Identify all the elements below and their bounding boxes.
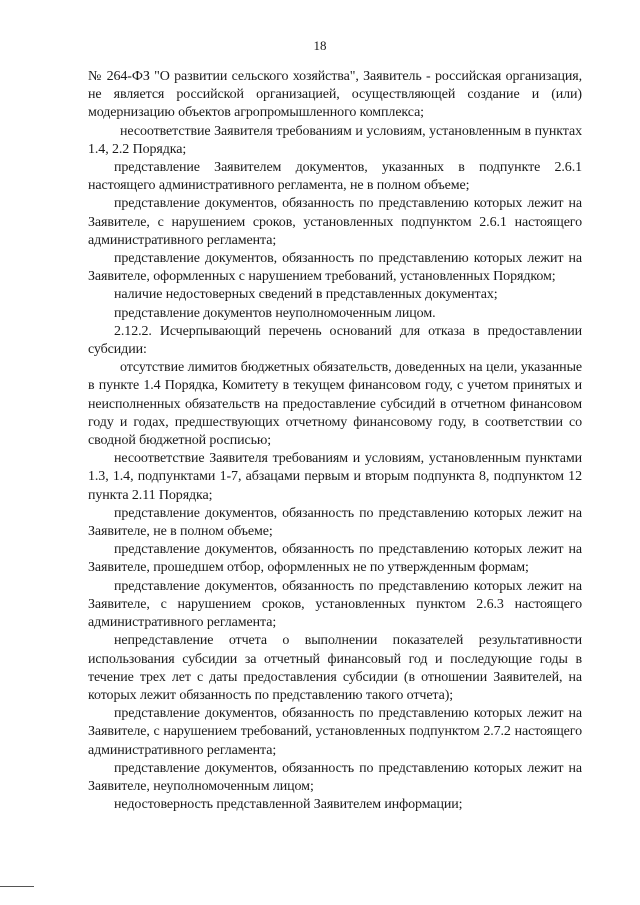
- paragraph: представление Заявителем документов, указанных в подпункте 2.6.1 настоящего административного регламента, не в полном объеме;: [88, 160, 582, 194]
- paragraph: представление документов, обязанность по представлению которых лежит на Заявителе, прошедшем отбор, оформленных не по утвержденным формам;: [88, 542, 582, 576]
- paragraph: недостоверность представленной Заявителем информации;: [114, 797, 463, 813]
- page-number: 18: [313, 38, 327, 53]
- section-heading-2-12-2: 2.12.2. Исчерпывающий перечень оснований для отказа в предоставлении субсидии:: [88, 323, 582, 358]
- paragraph-continuation: № 264-ФЗ "О развитии сельского хозяйства", Заявитель - российская организация, не является российской организацией, осуществляющей создание и (или) модернизацию объектов агропромышленного комплекса;: [88, 69, 582, 121]
- paragraph: представление документов неуполномоченным лицом.: [114, 305, 436, 321]
- paragraph: представление документов, обязанность по представлению которых лежит на Заявителе, с нарушением сроков, установленных подпунктом 2.6.1 настоящего административного регламента;: [88, 196, 582, 248]
- paragraph: представление документов, обязанность по представлению которых лежит на Заявителе, с нарушением требований, установленных подпунктом 2.7.2 настоящего административного регламента;: [88, 706, 582, 758]
- paragraph: представление документов, обязанность по представлению которых лежит на Заявителе, неуполномоченным лицом;: [88, 760, 582, 794]
- paragraph: отсутствие лимитов бюджетных обязательств, доведенных на цели, указанные в пункте 1.4 Порядка, Комитету в текущем финансовом году, с учетом принятых и неисполненных обязательств на предоставление субсидий в отчетном финансовом году и годах, предшествующих отчетному финансовому году, в соответствии со сводной бюджетной росписью;: [88, 360, 582, 449]
- paragraph: наличие недостоверных сведений в представленных документах;: [114, 287, 498, 303]
- document-body: [88, 68, 582, 814]
- paragraph: представление документов, обязанность по представлению которых лежит на Заявителе, не в полном объеме;: [88, 505, 582, 540]
- paragraph: представление документов, обязанность по представлению которых лежит на Заявителе, с нарушением сроков, установленных пунктом 2.6.3 настоящего административного регламента;: [88, 578, 582, 631]
- paragraph: представление документов, обязанность по представлению которых лежит на Заявителе, оформленных с нарушением требований, установленных Порядком;: [88, 251, 582, 285]
- paragraph: непредставление отчета о выполнении показателей результативности использования субсидии за отчетный финансовый год и последующие годы в течение трех лет с даты предоставления субсидии (в отношении Заявителей, на которых лежит обязанность по представлению такого отчета);: [88, 633, 582, 703]
- paragraph: несоответствие Заявителя требованиям и условиям, установленным в пунктах 1.4, 2.2 Порядка;: [88, 123, 582, 157]
- paragraph: несоответствие Заявителя требованиям и условиям, установленным пунктами 1.3, 1.4, подпунктами 1-7, абзацами первым и вторым подпункта 8, подпунктом 12 пункта 2.11 Порядка;: [88, 451, 582, 503]
- page-edge-mark: [0, 886, 34, 887]
